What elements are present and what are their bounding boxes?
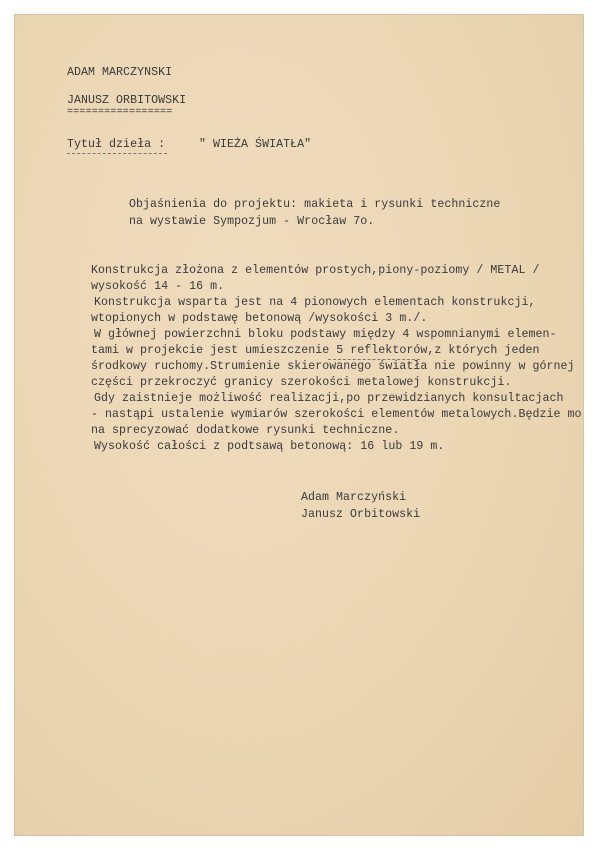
title-label-underline: [67, 153, 167, 154]
body-line: tami w projekcie jest umieszczenie 5 reflektorów,z których jeden: [91, 344, 540, 357]
body-line: środkowy ruchomy.Strumienie skierowanego światła nie powinny w górnej: [91, 360, 575, 373]
body-line: Konstrukcja złożona z elementów prostych,piony-poziomy / METAL /: [91, 264, 540, 277]
document-sheet: [14, 14, 584, 836]
subtitle-line-2: na wystawie Sympozjum - Wrocław 7o.: [129, 215, 375, 228]
body-line: Gdy zaistnieje możliwość realizacji,po przewidzianych konsultacjach: [80, 392, 564, 405]
body-line: Wysokość całości z podtsawą betonową: 16 lub 19 m.: [80, 440, 445, 453]
title-value: " WIEŻA ŚWIATŁA": [199, 138, 312, 151]
body-line: wtopionych w podstawę betonową /wysokości 3 m./.: [91, 312, 428, 325]
title-label: Tytuł dzieła :: [67, 138, 166, 151]
body-line: - nastąpi ustalenie wymiarów szerokości elementów metalowych.Będzie mo: [91, 408, 582, 421]
body-line: wysokość 14 - 16 m.: [91, 280, 225, 293]
body-line-clip: [14, 406, 584, 426]
subtitle-line-1: Objaśnienia do projektu: makieta i rysunki techniczne: [129, 198, 501, 211]
author-name-2: JANUSZ ORBITOWSKI: [67, 94, 187, 107]
signature-name-2: Janusz Orbitowski: [301, 508, 421, 521]
body-line: Konstrukcja wsparta jest na 4 pionowych elementach konstrukcji,: [80, 296, 536, 309]
body-line: W głównej powierzchni bloku podstawy między 4 wspomnianymi elemen-: [80, 328, 557, 341]
body-line: na sprecyzować dodatkowe rysunki techniczne.: [91, 424, 400, 437]
body-line: części przekroczyć granicy szerokości metalowej konstrukcji.: [91, 376, 512, 389]
signature-name-1: Adam Marczyński: [301, 491, 407, 504]
author-name-1: ADAM MARCZYNSKI: [67, 66, 173, 79]
authors-underline: =================: [67, 107, 173, 118]
